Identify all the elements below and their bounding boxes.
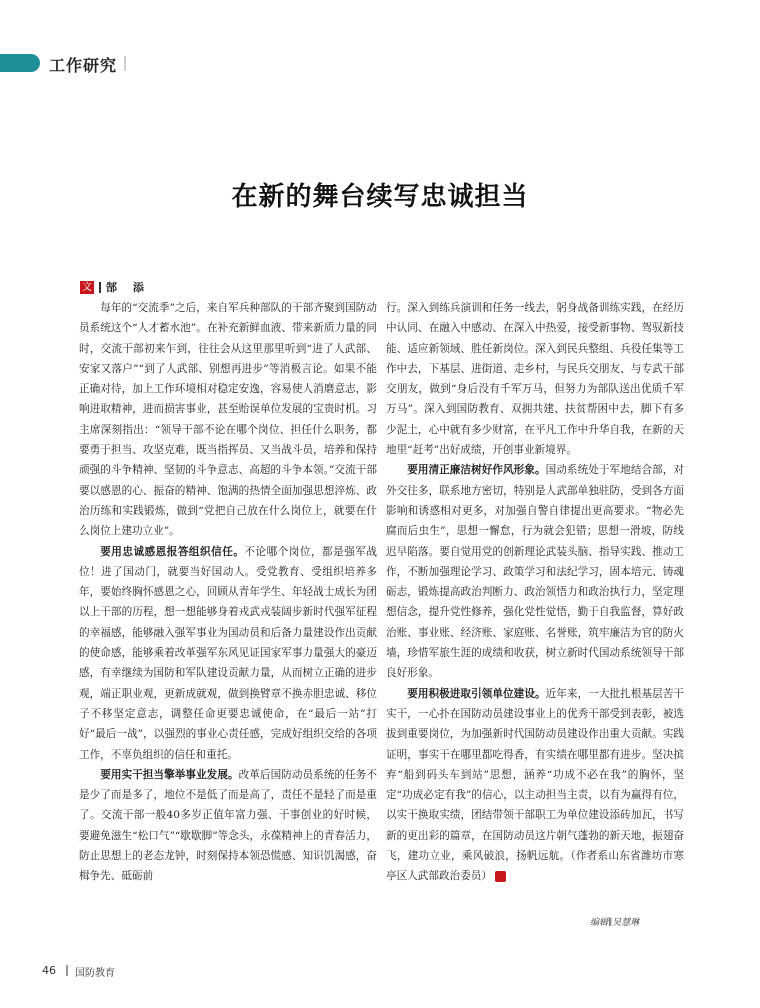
byline-bar <box>99 282 101 293</box>
editor-credit: 编辑∥吴慧琳 <box>590 918 640 928</box>
article-title: 在新的舞台续写忠诚担当 <box>231 182 529 212</box>
section-tab-marker <box>0 54 40 72</box>
paragraph: 要用积极进取引领单位建设。近年来，一大批扎根基层苦干实干，一心扑在国防动员建设事业上的优秀干部受到表彰，被选拔到重要岗位，为加强新时代国防动员建设作出重大贡献。实践证明，事实干在哪里都吃得香，有实绩在哪里都有进步。坚决摈弃“船到码头车到站”思想，涵养“功成不必在我”的胸怀，坚定“功成必定有我”的信心，以主动担当主责，以有为赢得有位，以实干换取实绩，团结带领干部职工为单位建设添砖加瓦，书写新的更出彩的篇章，在国防动员这片朝气蓬勃的新天地，振翅奋飞，建功立业，乘风破浪，扬帆远航。（作者系山东省潍坊市寒亭区人武部政治委员） C <box>386 687 685 883</box>
paragraph-heading: 要用积极进取引领单位建设。 <box>407 687 546 700</box>
paragraph: 要用清正廉洁树好作风形象。国动系统处于军地结合部，对外交往多，联系地方密切，特别是人武部单独驻防，受到各方面影响和诱惑相对更多，对加强自警自律提出更高要求。“物必先腐而后虫生”，思想一懈怠，行为就会犯错；思想一滑坡，防线迟早陷落。要自觉用党的创新理论武装头脑、指导实践、推动工作，不断加强理论学习、政策学习和法纪学习，固本培元、铸魂砺志，锻炼提高政治判断力、政治领悟力和政治执行力，坚定理想信念，提升党性修养，强化党性觉悟，勤于自我监督，算好政治账、事业账、经济账、家庭账、名誉账，筑牢廉洁为官的防火墙，珍惜军旅生涯的成绩和收获，树立新时代国动系统领导干部良好形象。 <box>386 464 685 680</box>
left-column <box>79 298 377 887</box>
footer-separator <box>66 965 68 976</box>
byline-tag: 文 <box>82 281 92 293</box>
paragraph-heading: 要用清正廉洁树好作风形象。 <box>407 464 546 477</box>
paragraph: 要用实干担当擎举事业发展。改革后国防动员系统的任务不是少了而是多了，地位不是低了而是高了，责任不是轻了而是重了。交流干部一般40多岁正值年富力强、干事创业的好时候，要避免滋生“松口气”“歇歇脚”等念头，永葆精神上的青春活力，防止思想上的老态龙钟，时刻保持本领恐慌感、知识饥渴感，奋楫争先、砥砺前 <box>79 768 378 883</box>
right-column <box>386 298 684 887</box>
paragraph-heading: 要用实干担当擎举事业发展。 <box>100 768 239 781</box>
magazine-name: 国防教育 <box>75 968 115 979</box>
section-separator <box>124 56 126 71</box>
paragraph: 每年的“交流季”之后，来自军兵种部队的干部齐聚到国防动员系统这个“人才蓄水池”。在补充新鲜血液、带来新质力量的同时，交流干部初来乍到，往往会从这里那里听到“进了人武部、安家又落户”“到了人武部、别想再进步”等消极言论。如果不能正确对待，加上工作环境相对稳定安逸，容易使人消磨意志，影响进取精神，进而损害事业，甚至贻误单位发展的宝贵时机。习主席深刻指出：“领导干部不论在哪个岗位、担任什么职务，都要勇于担当、攻坚克难，既当指挥员、又当战斗员，培养和保持顽强的斗争精神、坚韧的斗争意志、高超的斗争本领。”交流干部要以感恩的心、振奋的精神、饱满的热情全面加强思想淬炼、政治历练和实践锻炼，做到“党把自己放在什么岗位上，就要在什么岗位上建功立业”。 <box>79 302 377 538</box>
page-number: 46 <box>42 964 56 977</box>
section-label: 工作研究 <box>49 56 118 75</box>
paragraph: 要用忠诚感恩报答组织信任。不论哪个岗位，都是强军战位！进了国动门，就要当好国动人。受党教育、受组织培养多年，要始终胸怀感恩之心，回顾从青年学生、年轻战士成长为团以上干部的历程，想一想能够身着戎武戎装阔步新时代强军征程的幸福感，能够融入强军事业为国动员和后备力量建设作出贡献的使命感，能够乘着改革强军东风见证国家军事力量强大的豪迈感，有幸继续为国防和军队建设贡献力量，从而树立正确的进步观，端正职业观，更新成就观，做到换臂章不换赤胆忠诚、移位子不移坚定意志，调整任命更要忠诚使命，在“最后一站”打好“最后一战”，以强烈的事业心责任感，完成好组织交给的各项工作，不辜负组织的信任和重托。 <box>79 545 378 761</box>
paragraph-heading: 要用忠诚感恩报答组织信任。 <box>100 545 245 558</box>
byline <box>80 279 150 295</box>
author-name: 郜 添 <box>106 281 150 294</box>
paragraph: 行。深入到练兵演训和任务一线去，躬身战备训练实践，在经历中认同、在融入中感动、在深入中热爱，接受新事物、驾驭新技能、适应新领域、胜任新岗位。深入到民兵整组、兵役任集等工作中去，下基层、进街道、走乡村，与民兵交朋友、与专武干部交朋友，做到“身后没有千军万马，但努力为部队送出优质千军万马”。深入到国防教育、双拥共建、扶贫帮困中去，脚下有多少泥土，心中就有多少财富，在平凡工作中升华自我，在新的天地里“赶考”出好成绩，开创事业新境界。 <box>386 302 684 457</box>
end-mark-icon: C <box>495 871 506 882</box>
